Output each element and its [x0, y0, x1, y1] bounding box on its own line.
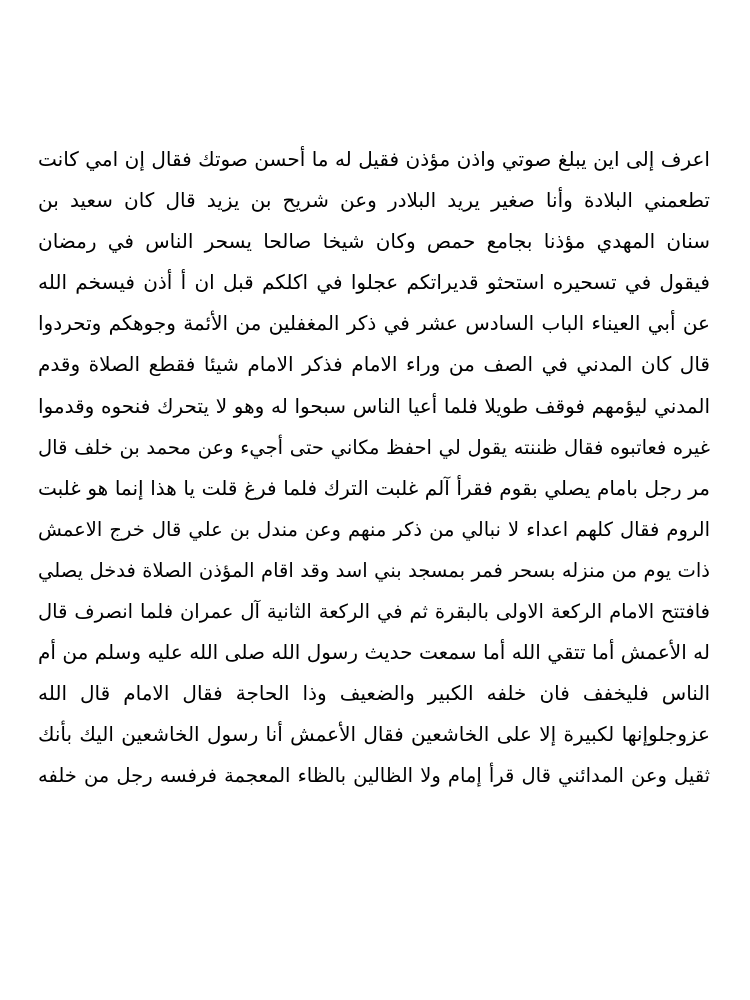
text-line: سنان المهدي مؤذنا بجامع حمص وكان شيخا صالحا يسحر الناس في رمضان [38, 229, 710, 254]
text-line: فافتتح الامام الركعة الاولى بالبقرة ثم في الركعة الثانية آل عمران فلما انصرف قال [38, 600, 710, 624]
text-line: عزوجلوإنها لكبيرة إلا على الخاشعين فقال الأعمش أنا رسول الخاشعين اليك بأنك [38, 722, 710, 747]
text-line: غيره فعاتبوه فقال ظننته يقول لي احفظ مكاني حتى أجيء وعن محمد بن خلف قال [38, 435, 710, 459]
text-line: المدني ليؤمهم فوقف طويلا فلما أعيا الناس سبحوا له وهو لا يتحرك فنحوه وقدموا [38, 393, 710, 418]
body-text [38, 139, 710, 797]
text-line: ثقيل وعن المدائني قال قرأ إمام ولا الظالين بالظاء المعجمة فرفسه رجل من خلفه [38, 764, 710, 788]
text-line: ذات يوم من منزله بسحر فمر بمسجد بني اسد وقد اقام المؤذن الصلاة فدخل يصلي [38, 558, 710, 582]
text-line: قال كان المدني في الصف من وراء الامام فذكر الامام شيئا فقطع الصلاة وقدم [38, 352, 710, 377]
text-line: تطعمني البلادة وأنا صغير يريد البلادر وعن شريح بن يزيد قال كان سعيد بن [38, 188, 710, 213]
text-line: له الأعمش أما تتقي الله أما سمعت حديث رسول الله صلى الله عليه وسلم من أم [38, 640, 710, 665]
text-line: الروم فقال كلهم اعداء لا نبالي من ذكر منهم وعن مندل بن علي قال خرج الاعمش [38, 517, 710, 541]
text-line: فيقول في تسحيره استحثو قديراتكم عجلوا في اكلكم قبل ان أ أذن فيسخم الله [38, 270, 710, 295]
text-line: عن أبي العيناء الباب السادس عشر في ذكر المغفلين من الأئمة وجوهكم وتحردوا [38, 311, 710, 336]
text-line: الناس فليخفف فان خلفه الكبير والضعيف وذا الحاجة فقال الامام قال الله [38, 681, 710, 706]
text-line: مر رجل بامام يصلي بقوم فقرأ آلم غلبت الترك فلما فرغ قلت يا هذا إنما هو غلبت [38, 475, 710, 500]
text-line: اعرف إلى اين يبلغ صوتي واذن مؤذن فقيل له ما أحسن صوتك فقال إن امي كانت [38, 147, 710, 171]
